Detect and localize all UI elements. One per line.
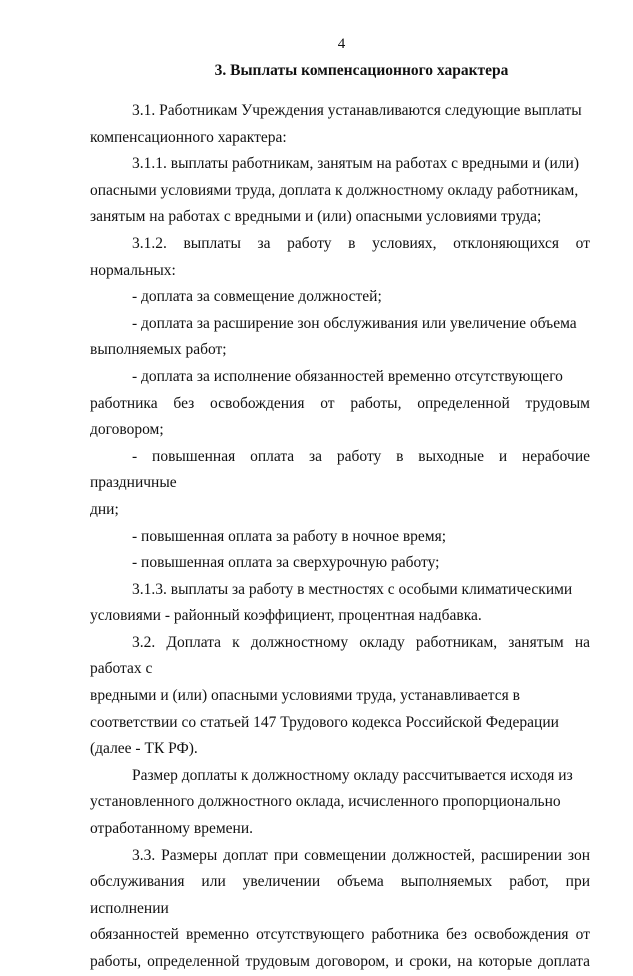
list-item-absent-employee: - доплата за исполнение обязанностей временно отсутствующего работника без освобождения от работы, определенной трудовым договором; (90, 367, 590, 439)
page-number: 4 (337, 36, 346, 52)
paragraph-3-1: 3.1. Работникам Учреждения устанавливаются следующие выплаты компенсационного характера: (90, 102, 582, 146)
list-item-service-zones: - доплата за расширение зон обслуживания или увеличение объема выполняемых работ; (90, 314, 577, 359)
list-item-combining-positions: - доплата за совмещение должностей; (132, 288, 382, 306)
list-item-night-pay: - повышенная оплата за работу в ночное время; (132, 527, 447, 545)
list-item-weekend-pay: - повышенная оплата за работу в выходные и нерабочие праздничные дни; (90, 447, 590, 518)
paragraph-3-2: 3.2. Доплата к должностному окладу работникам, занятым на работах с вредными и (или) опасными условиями труда, устанавливается в соответствии со статьей 147 Трудового кодекса Российской Федерации (далее - ТК РФ). (90, 633, 590, 758)
paragraph-3-1-2: 3.1.2. выплаты за работу в условиях, отклоняющихся от нормальных: (90, 234, 590, 279)
paragraph-allowance-size: Размер доплаты к должностному окладу рассчитывается исходя из установленного должностного оклада, исчисленного пропорционально отработанному времени. (90, 766, 573, 838)
body-text (90, 98, 590, 976)
paragraph-3-1-3: 3.1.3. выплаты за работу в местностях с особыми климатическими условиями - районный коэффициент, процентная надбавка. (90, 580, 573, 625)
section-heading: 3. Выплаты компенсационного характера (214, 62, 509, 79)
paragraph-3-1-1: 3.1.1. выплаты работникам, занятым на работах с вредными и (или) опасными условиями труда, доплата к должностному окладу работникам, занятым на работах с вредными и (или) опасными условиями труда; (90, 155, 579, 226)
list-item-overtime-pay: - повышенная оплата за сверхурочную работу; (132, 554, 440, 572)
paragraph-3-3: 3.3. Размеры доплат при совмещении должностей, расширении зон обслуживания или увеличении объема выполняемых работ, при исполнении обязанностей временно отсутствующего работника без освобождения от работы, определенной трудовым договором, и сроки, на которые доплата (90, 846, 590, 970)
